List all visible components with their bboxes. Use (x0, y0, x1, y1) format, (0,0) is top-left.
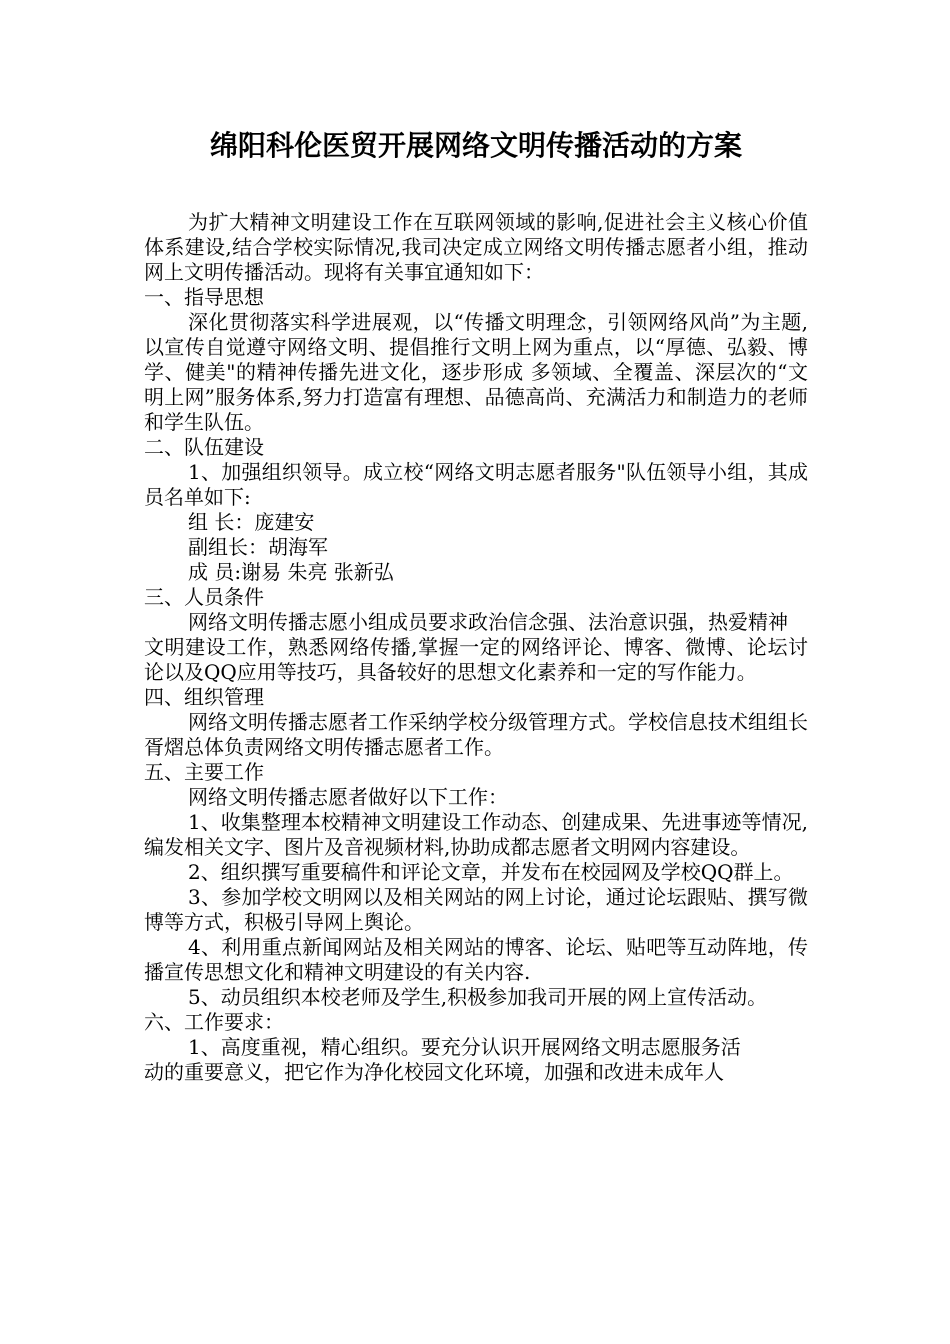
section-heading-organization-management: 四、组织管理 (144, 685, 264, 709)
team-members-line: 成 员:谢易 朱亮 张新弘 (188, 560, 394, 584)
section-heading-work-requirements: 六、工作要求： (144, 1010, 284, 1034)
main-work-intro: 网络文明传播志愿者做好以下工作： (188, 785, 508, 809)
main-work-item-3: 3、参加学校文明网以及相关网站的网上讨论，通过论坛跟贴、撰写微博等方式，积极引导网上舆论。 (144, 885, 808, 934)
intro-paragraph: 为扩大精神文明建设工作在互联网领域的影响,促进社会主义核心价值体系建设,结合学校实际情况,我司决定成立网络文明传播志愿者小组，推动网上文明传播活动。现将有关事宜通知如下： (144, 210, 808, 284)
section-heading-guiding-ideology: 一、指导思想 (144, 285, 264, 309)
work-requirements-item-1 (144, 1035, 808, 1085)
document-title: 绵阳科伦医贸开展网络文明传播活动的方案 (209, 129, 742, 162)
team-building-paragraph: 1、加强组织领导。成立校“网络文明志愿者服务"队伍领导小组，其成员名单如下: (144, 460, 808, 509)
document-body (144, 210, 808, 1085)
work-requirements-line-2: 动的重要意义，把它作为净化校园文化环境，加强和改进未成年人 (144, 1060, 724, 1084)
main-work-item-5: 5、动员组织本校老师及学生,积极参加我司开展的网上宣传活动。 (188, 985, 768, 1009)
guiding-ideology-paragraph: 深化贯彻落实科学进展观，以“传播文明理念，引领网络风尚”为主题,以宣传自觉遵守网络文明、提倡推行文明上网为重点，以“厚德、弘毅、博学、健美"的精神传播先进文化，逐步形成 多领域、全覆盖、深层次的“文明上网”服务体系,努力打造富有理想、品德高尚、充满活力和制造力的老师和学生队伍。 (144, 310, 808, 434)
section-heading-team-building: 二、队伍建设 (144, 435, 264, 459)
main-work-item-1: 1、收集整理本校精神文明建设工作动态、创建成果、先进事迹等情况,编发相关文字、图片及音视频材料,协助成都志愿者文明网内容建设。 (144, 810, 808, 859)
main-work-item-2: 2、组织撰写重要稿件和评论文章，并发布在校园网及学校QQ群上。 (188, 860, 794, 884)
main-work-item-4: 4、利用重点新闻网站及相关网站的博客、论坛、贴吧等互动阵地，传播宣传思想文化和精神文明建设的有关内容. (144, 935, 808, 984)
team-leader-line: 组 长：庞建安 (188, 510, 315, 534)
personnel-conditions-line-2: 文明建设工作，熟悉网络传播,掌握一定的网络评论、博客、微博、论坛讨论以及QQ应用等技巧，具备较好的思想文化素养和一定的写作能力。 (144, 635, 808, 684)
section-heading-main-work: 五、主要工作 (144, 760, 264, 784)
organization-management-paragraph: 网络文明传播志愿者工作采纳学校分级管理方式。学校信息技术组组长胥熠总体负责网络文明传播志愿者工作。 (144, 710, 808, 759)
work-requirements-line-1: 1、高度重视，精心组织。要充分认识开展网络文明志愿服务活 (188, 1035, 741, 1059)
team-deputy-line: 副组长：胡海军 (188, 535, 328, 559)
personnel-conditions-line-1: 网络文明传播志愿小组成员要求政治信念强、法治意识强，热爱精神 (188, 610, 788, 634)
section-heading-personnel-conditions: 三、人员条件 (144, 585, 264, 609)
